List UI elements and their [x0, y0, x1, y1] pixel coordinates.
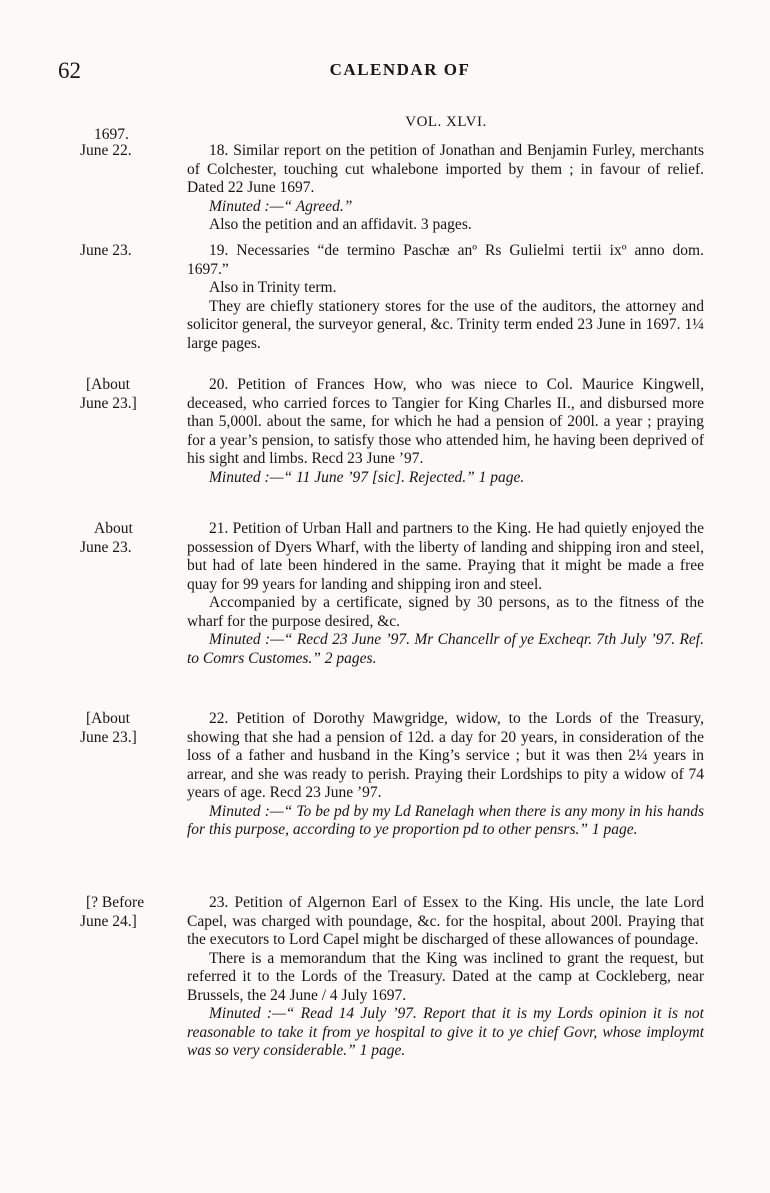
entry-text — [187, 520, 704, 668]
page-number: 62 — [58, 58, 81, 83]
entry-subparagraph: Minuted :—“ Read 14 July ’97. Report that it is my Lords opinion it is not reasonable to take it from ye hospital to give it to ye chief Govr, whose imploymt was so very considerable.” 1 page. — [187, 1005, 704, 1059]
calendar-entry — [0, 376, 770, 487]
entry-date — [60, 894, 160, 931]
entry-date-line: June 23. — [80, 538, 132, 556]
entry-date-line: [? Before — [86, 894, 145, 911]
entry-subparagraph: Minuted :—“ 11 June ’97 [sic]. Rejected.” 1 page. — [209, 468, 525, 486]
volume-heading: VOL. XLVI. — [405, 114, 487, 130]
entry-date — [60, 710, 160, 747]
entry-paragraph: 20. Petition of Frances How, who was niece to Col. Maurice Kingwell, deceased, who carried forces to Tangier for King Charles II., and disbursed more than 5,000l. about the same, for which he had a pension of 200l. a year ; praying for a year’s pension, to satisfy those who attended him, he having been deprived of his sight and limbs. Recd 23 June ’97. — [187, 376, 704, 467]
entry-date-line: June 23.] — [80, 728, 137, 746]
entry-date-line: June 24.] — [80, 912, 137, 930]
entry-text — [187, 142, 704, 235]
entry-subparagraph: Minuted :—“ Recd 23 June ’97. Mr Chancellr of ye Exchеqr. 7th July ’97. Ref. to Comrs Customes.” 2 pages. — [187, 631, 704, 667]
year-label: 1697. — [94, 126, 129, 143]
entry-paragraph: 19. Necessaries “de termino Paschæ anº Rs Gulielmi tertii ixº anno dom. 1697.” — [187, 242, 704, 278]
entry-paragraph: 22. Petition of Dorothy Mawgridge, widow, to the Lords of the Treasury, showing that she had a pension of 12d. a day for 20 years, in consideration of the loss of a father and husband in the King’s service ; but it was then 2¼ years in arrear, and she was ready to perish. Praying their Lordships to pity a widow of 74 years of age. Recd 23 June ’97. — [187, 710, 704, 801]
calendar-entry — [0, 710, 770, 840]
entry-subparagraph: Minuted :—“ Agreed.” — [209, 197, 353, 215]
calendar-entry — [0, 142, 770, 235]
calendar-entry — [0, 520, 770, 668]
entry-text — [187, 376, 704, 487]
entry-date-line: [About — [86, 710, 130, 727]
entry-date — [60, 376, 160, 413]
calendar-entry — [0, 242, 770, 353]
entry-subparagraph: Accompanied by a certificate, signed by 30 persons, as to the fitness of the wharf for the purpose desired, &c. — [187, 594, 704, 630]
entry-date — [60, 142, 160, 161]
entry-date-line: [About — [86, 376, 130, 393]
entry-date-line: June 23. — [80, 242, 132, 259]
entry-text — [187, 242, 704, 353]
entry-date — [60, 520, 160, 557]
entry-paragraph: 21. Petition of Urban Hall and partners to the King. He had quietly enjoyed the possession of Dyers Wharf, with the liberty of landing and shipping iron and steel, but had of late been hindered in the same. Praying that it might be made a free quay for 99 years for landing and shipping iron and steel. — [187, 520, 704, 593]
running-title: CALENDAR OF — [329, 60, 471, 79]
calendar-entry — [0, 894, 770, 1061]
entry-text — [187, 710, 704, 840]
entry-subparagraph: Also the petition and an affidavit. 3 pages. — [209, 216, 472, 233]
entry-date — [60, 242, 160, 261]
entry-date-line: About — [94, 520, 133, 537]
entry-text — [187, 894, 704, 1061]
entry-subparagraph: Minuted :—“ To be pd by my Ld Ranelagh when there is any mony in his hands for this purpose, according to ye proportion pd to other pensrs.” 1 page. — [187, 802, 704, 838]
entry-subparagraph: Also in Trinity term. — [209, 279, 337, 296]
entry-paragraph: 18. Similar report on the petition of Jonathan and Benjamin Furley, merchants of Colchester, touching cut whalebone imported by them ; in favour of relief. Dated 22 June 1697. — [187, 142, 704, 196]
entry-paragraph: 23. Petition of Algernon Earl of Essex to the King. His uncle, the late Lord Capel, was charged with poundage, &c. for the hospital, about 200l. Praying that the executors to Lord Capel might be discharged of these allowances of poundage. — [187, 894, 704, 948]
entry-date-line: June 23.] — [80, 394, 137, 412]
entry-subparagraph: They are chiefly stationery stores for the use of the auditors, the attorney and solicitor general, the surveyor general, &c. Trinity term ended 23 June in 1697. 1¼ large pages. — [187, 297, 704, 352]
entry-subparagraph: There is a memorandum that the King was inclined to grant the request, but referred it to the Lords of the Treasury. Dated at the camp at Cockleberg, near Brussels, the 24 June / 4 July 1697. — [187, 949, 704, 1004]
entry-date-line: June 22. — [80, 142, 132, 159]
